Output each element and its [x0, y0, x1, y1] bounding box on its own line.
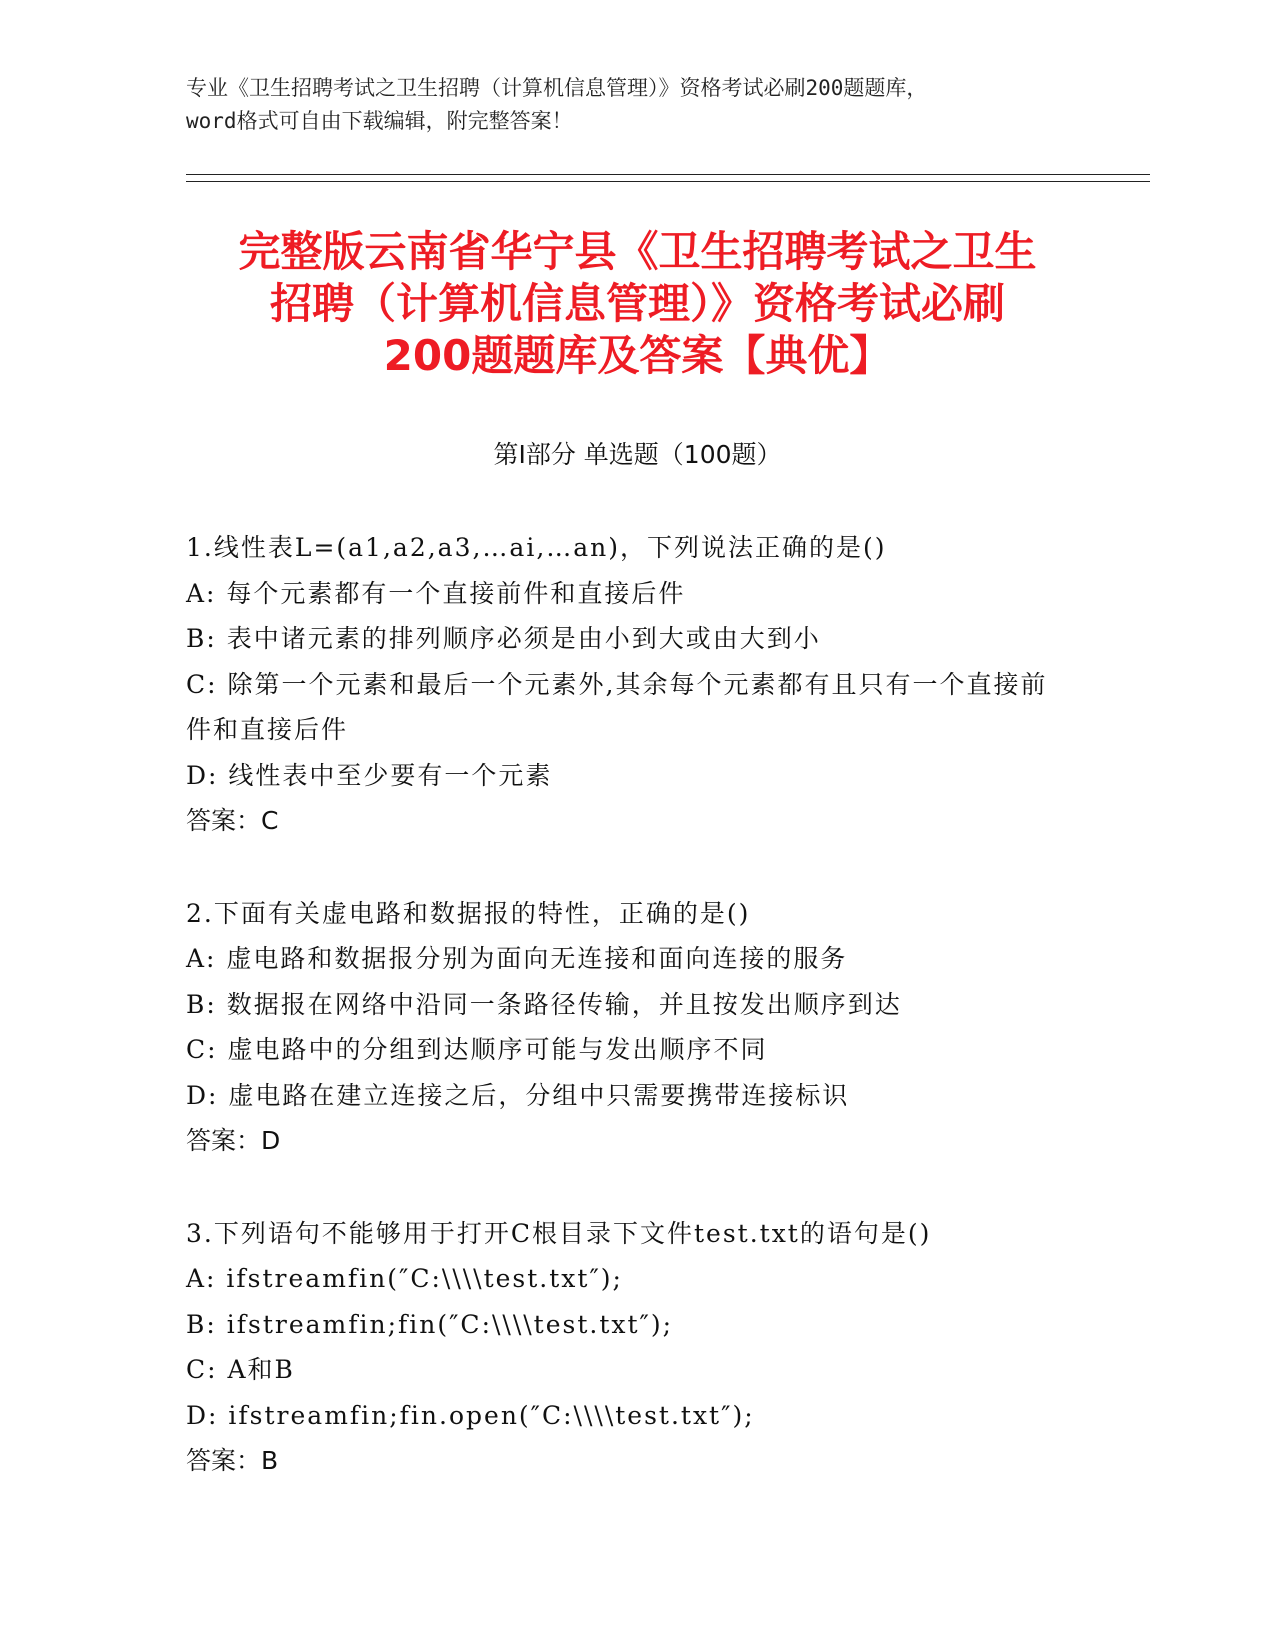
title-line-1: 完整版云南省华宁县《卫生招聘考试之卫生	[238, 227, 1037, 276]
option-b: B: ifstreamfin;fin(″C:\\\\test.txt″);	[186, 1309, 674, 1339]
question-stem: 3.下列语句不能够用于打开C根目录下文件test.txt的语句是()	[186, 1218, 932, 1248]
answer: 答案：B	[186, 1446, 279, 1475]
option-d: D: 线性表中至少要有一个元素	[186, 760, 553, 790]
answer: 答案：C	[186, 806, 279, 835]
header-note-line-2: word格式可自由下载编辑，附完整答案！	[186, 109, 573, 133]
question-2	[186, 891, 1066, 1164]
option-c: C: 虚电路中的分组到达顺序可能与发出顺序不同	[186, 1035, 768, 1064]
option-c: C: A和B	[186, 1355, 295, 1384]
question-1	[186, 525, 1066, 844]
header-note-line-1: 专业《卫生招聘考试之卫生招聘（计算机信息管理）》资格考试必刷200题题库，	[186, 76, 928, 100]
option-b: B: 数据报在网络中沿同一条路径传输，并且按发出顺序到达	[186, 989, 902, 1019]
title-line-2: 招聘（计算机信息管理）》资格考试必刷	[269, 279, 1005, 328]
option-c: C: 除第一个元素和最后一个元素外,其余每个元素都有且只有一个直接前件和直接后件	[186, 669, 1048, 744]
header-divider-bottom	[186, 181, 1150, 182]
header-divider-top	[186, 174, 1150, 175]
option-d: D: ifstreamfin;fin.open(″C:\\\\test.txt″);	[186, 1400, 755, 1430]
document-title	[150, 226, 1125, 382]
option-a: A: 每个元素都有一个直接前件和直接后件	[186, 578, 686, 608]
question-stem: 2.下面有关虚电路和数据报的特性，正确的是()	[186, 898, 751, 928]
option-b: B: 表中诸元素的排列顺序必须是由小到大或由大到小	[186, 624, 821, 653]
answer: 答案：D	[186, 1126, 281, 1155]
question-stem: 1.线性表L=(a1,a2,a3,…ai,…an)，下列说法正确的是()	[186, 533, 887, 562]
option-a: A: 虚电路和数据报分别为面向无连接和面向连接的服务	[186, 944, 848, 973]
option-d: D: 虚电路在建立连接之后，分组中只需要携带连接标识	[186, 1080, 850, 1110]
section-heading: 第Ⅰ部分 单选题（100题）	[493, 440, 782, 469]
question-3	[186, 1211, 1066, 1484]
question-list	[186, 525, 1066, 1531]
title-line-3: 200题题库及答案【典优】	[383, 331, 892, 380]
option-a: A: ifstreamfin(″C:\\\\test.txt″);	[186, 1264, 623, 1293]
header-note	[186, 72, 1086, 138]
